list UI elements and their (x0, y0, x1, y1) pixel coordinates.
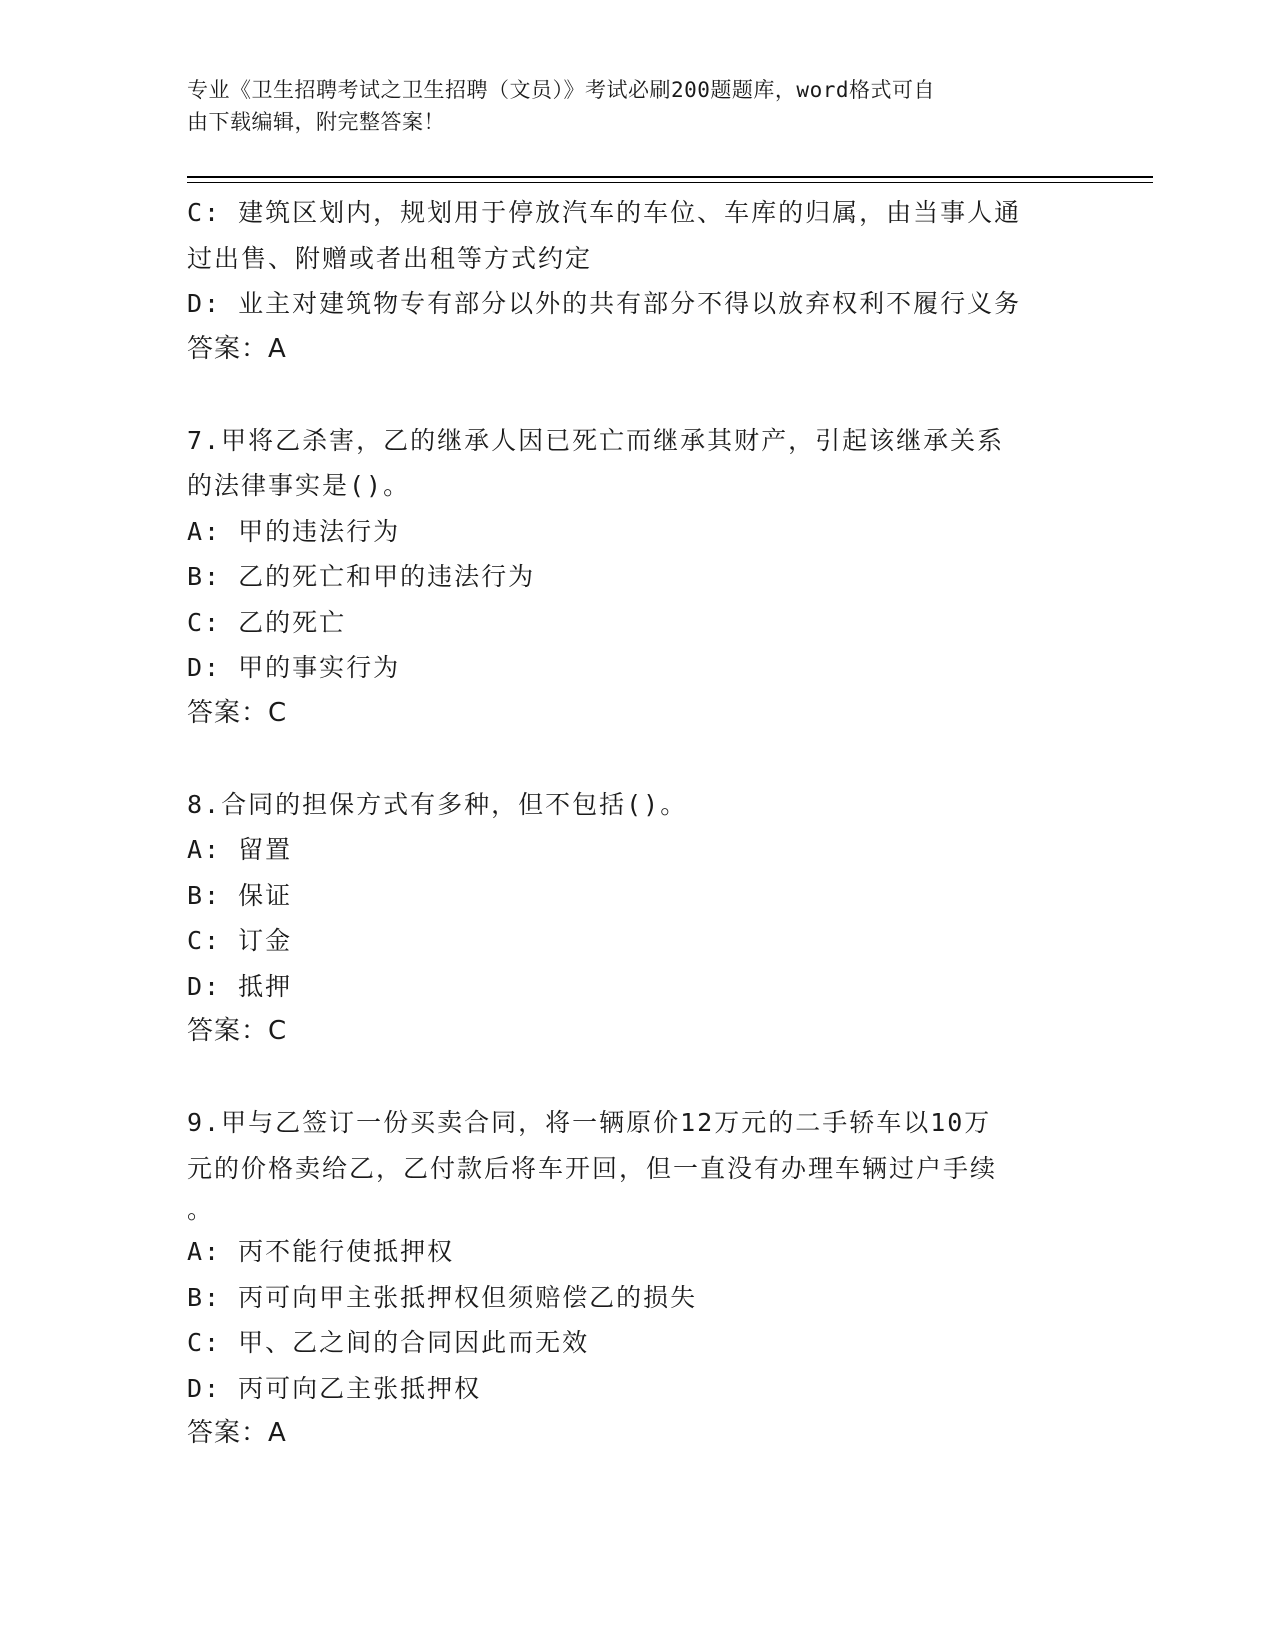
option-c: C: 甲、乙之间的合同因此而无效 (187, 1328, 590, 1357)
question-6-tail (187, 190, 1087, 372)
option-b: B: 保证 (187, 880, 293, 910)
question-8 (187, 782, 1087, 1055)
header-divider-thick (187, 176, 1153, 178)
spacer (187, 736, 1087, 782)
answer: 答案：C (187, 1016, 288, 1046)
answer: 答案：C (187, 697, 288, 728)
option-a: A: 丙不能行使抵押权 (187, 1237, 455, 1266)
option-a: A: 留置 (187, 835, 293, 864)
question-stem-end: 。 (187, 1195, 215, 1224)
option-d: D: 丙可向乙主张抵押权 (187, 1373, 482, 1403)
option-c: C: 乙的死亡 (187, 607, 347, 637)
option-d: D: 甲的事实行为 (187, 653, 401, 682)
option-b: B: 乙的死亡和甲的违法行为 (187, 562, 536, 591)
question-9 (187, 1100, 1087, 1457)
answer: 答案：A (187, 333, 287, 364)
question-stem: 8.合同的担保方式有多种，但不包括()。 (187, 789, 688, 819)
option-c: C: 建筑区划内，规划用于停放汽车的车位、车库的归属，由当事人通 (187, 198, 1022, 227)
question-stem-continued: 的法律事实是()。 (187, 471, 411, 500)
question-7 (187, 418, 1087, 737)
option-c: C: 订金 (187, 926, 293, 955)
option-d: D: 抵押 (187, 971, 293, 1001)
spacer (187, 1055, 1087, 1101)
option-c-continued: 过出售、附赠或者出租等方式约定 (187, 243, 593, 273)
option-d: D: 业主对建筑物专有部分以外的共有部分不得以放弃权利不履行义务 (187, 289, 1022, 318)
question-stem-continued: 元的价格卖给乙，乙付款后将车开回，但一直没有办理车辆过户手续 (187, 1153, 998, 1183)
spacer (187, 372, 1087, 418)
option-a: A: 甲的违法行为 (187, 516, 401, 546)
document-header (187, 74, 1067, 138)
header-line-2: 由下载编辑，附完整答案！ (187, 110, 445, 134)
option-b: B: 丙可向甲主张抵押权但须赔偿乙的损失 (187, 1282, 698, 1312)
answer: 答案：A (187, 1418, 287, 1448)
header-divider-thin (187, 182, 1153, 183)
question-stem: 7.甲将乙杀害，乙的继承人因已死亡而继承其财产，引起该继承关系 (187, 425, 1005, 455)
header-line-1: 专业《卫生招聘考试之卫生招聘（文员）》考试必刷200题题库，word格式可自 (187, 78, 935, 102)
question-stem: 9.甲与乙签订一份买卖合同，将一辆原价12万元的二手轿车以10万 (187, 1108, 992, 1137)
question-content (187, 190, 1087, 1457)
